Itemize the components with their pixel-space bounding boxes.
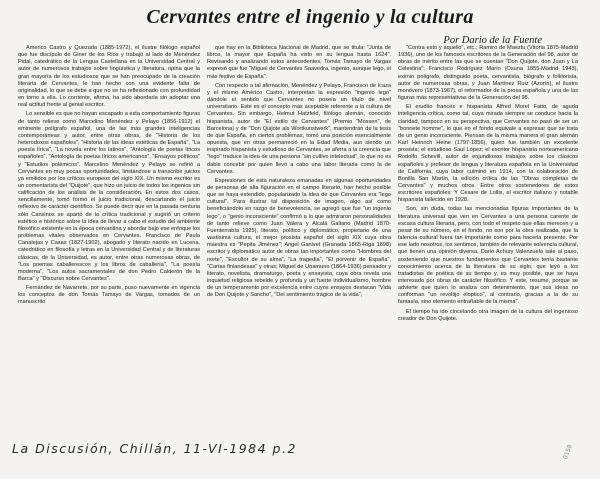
paragraph: Con respecto a tal afirmación, Menéndez y Pelayo, Francisco de Icaza y el mismo Américo Castro, interpretan la expresión "ingenio lego" dándole el sentido que Cervantes no poseía un título de nivel universitario. Este es el concepto más aceptable referente a la cultura de Cervantes. Sin embargo, Helmut Hatzfeld, filólogo alemán, conocido hispanista, autor de "El estilo de Cervantes" (Premio "Mossen", de Barcelona) y de "Don Quijote als Wortkunstwerk", mantendrán de la tesis de que España, en ciertos problemas, tomó una posición esencialmente opuesta, que en otras permaneció en la Edad Media, aun siendo un inspirado hispanista y estudioso de Cervantes, se aferra a la creencia que "lego" traduce la idea de una persona "sin cultivo intelectual", lo que no es dable concebir por quien llevó a cabo una labor literaria como la de Cervantes. bbox=[207, 82, 391, 175]
article-column-3 bbox=[398, 45, 578, 436]
article-title: Cervantes entre el ingenio y la cultura bbox=[146, 6, 474, 28]
archive-stamp: 0158 bbox=[562, 443, 574, 461]
paragraph: El erudito francés e hispanista Alfred Morel Fatio, de aguda inteligencia crítica, como tal, cuya mirada siempre se conduce hacia la claridad, tampoco en su perspectiva, que Cervantes no pasó de ser un "bonnete homme", lo que en el fondo equivale a expresar que se trata de un genio inconsciente. Piensan de la misma manera el gran alemán Karl Heinrich Heine (1797-1856), quien fue también un excelente prosista; el estudioso Saul López; el escritor hispanista norteamericano Rodolfo Schevill, autor de enjundiosos trabajos sobre los clásicos españoles y profesor de lengua y literatura española en la Universidad de California, cuya labor culminó en 1914, con la colaboración de Bonilla San Martín, la edición crítica de las "Obras completas de Cervantes" y muchos otros. Entre otros sostenedores de estos escritores españoles: Y Cesare de Lollis, el escritor italiano y notable hispanista fallecido en 1928. bbox=[398, 104, 578, 204]
paragraph: Fernández de Navarrete, por su parte, puso nuevamente en vigencia los conceptos de don Tomás Tamayo de Vargas, tomados de un manuscrito bbox=[18, 285, 200, 306]
paragraph: "Contra esto y aquello", etc.; Ramiro de Maeztu (Vitoria 1875-Madrid 1936), uno de los famosos escritores de la Generación del 98, autor de obras de mérito entre las que se cuentan "Don Quijote, don Juan y La Celestina"; Francisco Rodríguez Marín (Osuna 1855-Madrid 1943), eximio polígrafo, distinguido poeta, cervantista, biógrafo y folklorista, autor de numerosas obras, y Juan Martínez Ruiz (Azorín), el ilustre monóvero (1873-1967), el reformador de la prosa española y una de las figuras más representativas de la Generación del 98. bbox=[398, 45, 578, 102]
paragraph: que hay en la Biblioteca Nacional de Madrid, que se titula: "Junta de libros, la mayor que España ha visto en su lengua hasta 1624". Revisando y analizando estos antecedentes, Tomás Tamayo de Vargas expresó que fue "Miguel de Cervantes Saavedra, ingenio, aunque lego, el más festivo de España". bbox=[207, 45, 391, 80]
paragraph: Americo Castro y Quezada (1885-1972), el ilustre filólogo español que fue discípulo de Giner de los Ríos y trabajó al lado de Menéndez Pidal, catedrático de la Lengua Castellana en la Universidad Central y autor de numerosos trabajos sobre lingüística y literatura, opina que la gran mayoría de los estudiosos que se han preocupado de la creación literaria de Cervantes, le han hecho con una evidente falta de originalidad, lo que se debe a que no se ha reflexionado con profundidad en torno a ella. Lo corriente, afirma, ha sido abordarla sin adoptar una real actitud frente al genial escritor. bbox=[18, 45, 200, 109]
paragraph: Lo sensible es que no hayan escapado a esta comportamiento figuras de tanto relieve como Marcelino Menéndez y Pelayo (1856-1912) el eminente polígrafo español, una de las más grandes inteligencias contemporáneas y autor, entre otras obras, de "Historia de los heterodoxos españoles", "Historia de las ideas estéticas de España", "La poesía lírica", "La novela entre los latinos", "Antología de poetas líricos españoles", "Antología de poetas líricos americanos", "Ensayos políticos" y "Estudios polémicos". Marcelino Menéndez y Pelayo se refirió a Cervantes en muy pocas oportunidades, limitándose a transcribir juicios ya emitidos por los críticos europeos del siglo XIX. Un mismo escritor es un comentarista del "Quijote", que hizo un juicio de todos los ingenios sin calificación de los análisis de la consideración. En estos dos casos, sencillamente, tomó formó el juicio tradicional, descartando el juicio reflexivo de carácter científico. Se puede decir que en la pasada centuria sólo Cansinos se apartó de la crítica tradicional y sugirió un criterio estético e histórico sobre la idea de llevar a cabo el estudio del ambiente filosófico existente en la época cervantina y abordar bajo ese enfoque los problemas vitales observados en Cervantes. Francisco de Paula Canalejas y Casas (1827-1902), abogado y literato nacido en Lucena, catedrático en filosofía y letras en la Universidad Central y de literaturas clásicas, de la Universidad, es autor, entre otras numerosas obras, de "Los poemas caballerescos y los libros de caballería", "La poesía moderna", "Los autos sacramentales de don Pedro Calderón de la Barca" y "Discurso sobre Cervantes". bbox=[18, 111, 200, 282]
clipping-source-handwriting: La Discusión, Chillán, 11-VI-1984 p.2 bbox=[12, 441, 297, 456]
paragraph: El tiempo ha ido cincelando otra imagen de la cultura del ingenioso creador de Don Quijote. bbox=[398, 308, 578, 322]
paragraph: Expresiones de esta naturaleza emanadas en algunas oportunidades de personas de alta figuración en el campo literario, han hecho posible que se haya extendido, popularizado la idea de que Cervantes era "lego cultural". Para ilustrar tal disposición de imagen, algo así como beneficiándolo en razgo de benevolencia, se agregó que fue "un ingenio lego", o "genio inconsciente" confirmó a lo que admiraron personalidades de tanto relieve como Juan Valera y Alcalá Galiano (Madrid 1870-Fuenterrabía 1925), literato, político y diplomático, propietario de una vastísima cultura, el mejor prosista español del siglo XIX cuya obra maestra es "Pepita Jiménez"; Angel Ganivet (Granada 1865-Riga 1898) escritor y diplomático autor de obras tan importantes como "Hombres del norte", "Escultor de su alma", "La tragedia", "El porvenir de España", "Cartas finlandesas" y otras; Miguel de Unamuno (1864-1936) pensador y literato, novelista, dramaturgo, poeta y ensayista, cuya obra revela una inquietud religiosa rebelde y profunda y un fuerte individualismo, hombre de un temperamento por excelencia entre cuyos ensayos destacan "Vida de Don Quijote y Sancho", "Del sentimiento trágico de la vida", bbox=[207, 177, 391, 299]
article-column-2 bbox=[207, 45, 391, 428]
article-column-1 bbox=[18, 45, 200, 444]
paragraph: Son, sin duda, todas las mencionadas figuras importantes de la literatura universal que ven en Cervantes a una persona carente de escasa cultura literaria, pero, con todo el respeto que ellas merecen y a pesar de su número, en el fondo, no son por la obra realizada, que la falencia cultural fuera tan importante como para hacerla presente. Por ese lado nosotros, los sentimos, también de relevante solvencia cultural, que tienen una opinión diversa. Dario Achury Valenzuela sale al paso, sosteniendo que nuestros fundamentos que Cervantes tenía bastante conocimiento acerca de la literatura de su siglo, que leyó a los tratadistas de poética de su tiempo y, es muy posible, que se haya interesado por obras de carácter filosófico. Y este, resume, porque se advierte que quien lo analiza con detenimiento, que sus ideas no conforman "un revoltijo eloptico", al contrario, gracias a la de su fantasía, sino elemento entrañable de la misma". bbox=[398, 206, 578, 306]
article-byline: Por Dario de la Fuente bbox=[443, 35, 542, 46]
